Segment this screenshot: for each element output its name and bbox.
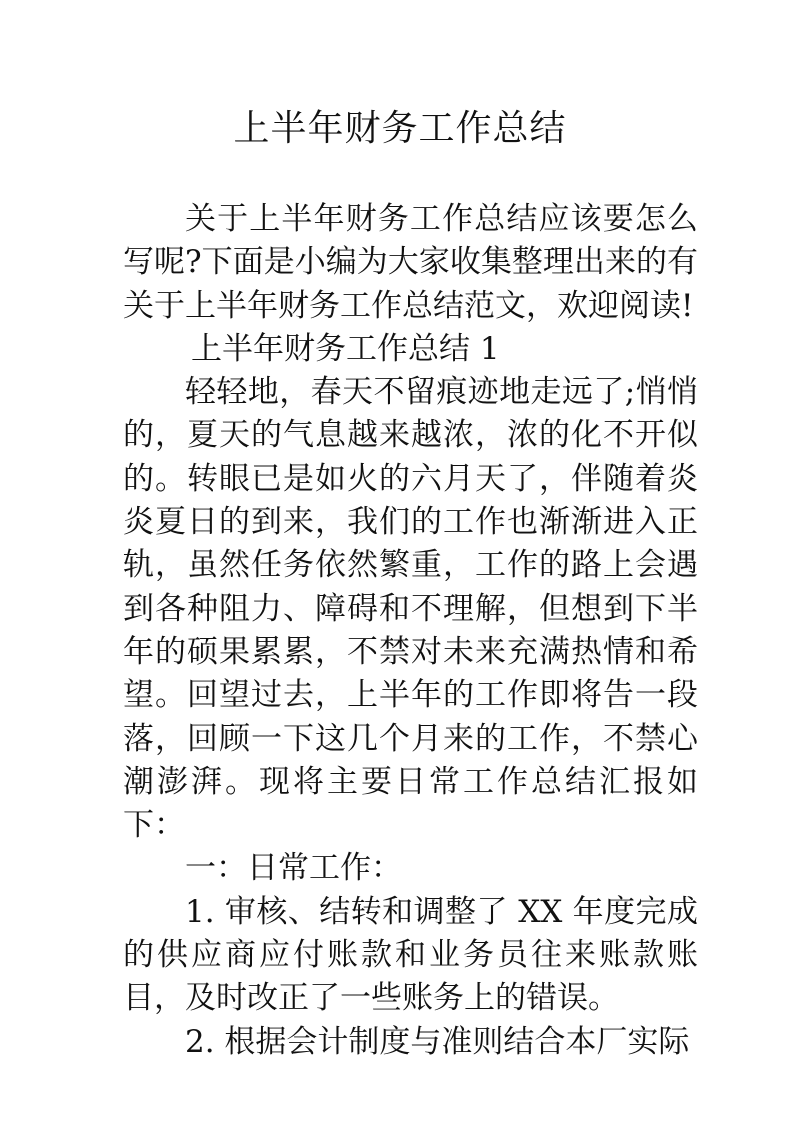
- list-item: 1. 审核、结转和调整了 XX 年度完成的供应商应付账款和业务员往来账款账目，及时改正了一些账务上的错误。: [123, 893, 698, 1017]
- document-body: [123, 198, 698, 1064]
- section-heading: 上半年财务工作总结 1: [191, 330, 500, 367]
- body-paragraph: 轻轻地，春天不留痕迹地走远了;悄悄的，夏天的气息越来越浓，浓的化不开似的。转眼已是如火的六月天了，伴随着炎炎夏日的到来，我们的工作也渐渐进入正轨，虽然任务依然繁重，工作的路上会遇到各种阻力、障碍和不理解，但想到下半年的硕果累累，不禁对未来充满热情和希望。回望过去，上半年的工作即将告一段落，回顾一下这几个月来的工作，不禁心潮澎湃。现将主要日常工作总结汇报如下：: [123, 374, 698, 844]
- list-item: 2. 根据会计制度与准则结合本厂实际: [185, 1023, 690, 1060]
- list-heading: 一：日常工作：: [185, 850, 402, 887]
- document-title: 上半年财务工作总结: [233, 108, 567, 149]
- intro-paragraph: 关于上半年财务工作总结应该要怎么写呢?下面是小编为大家收集整理出来的有关于上半年财务工作总结范文，欢迎阅读!: [123, 201, 698, 324]
